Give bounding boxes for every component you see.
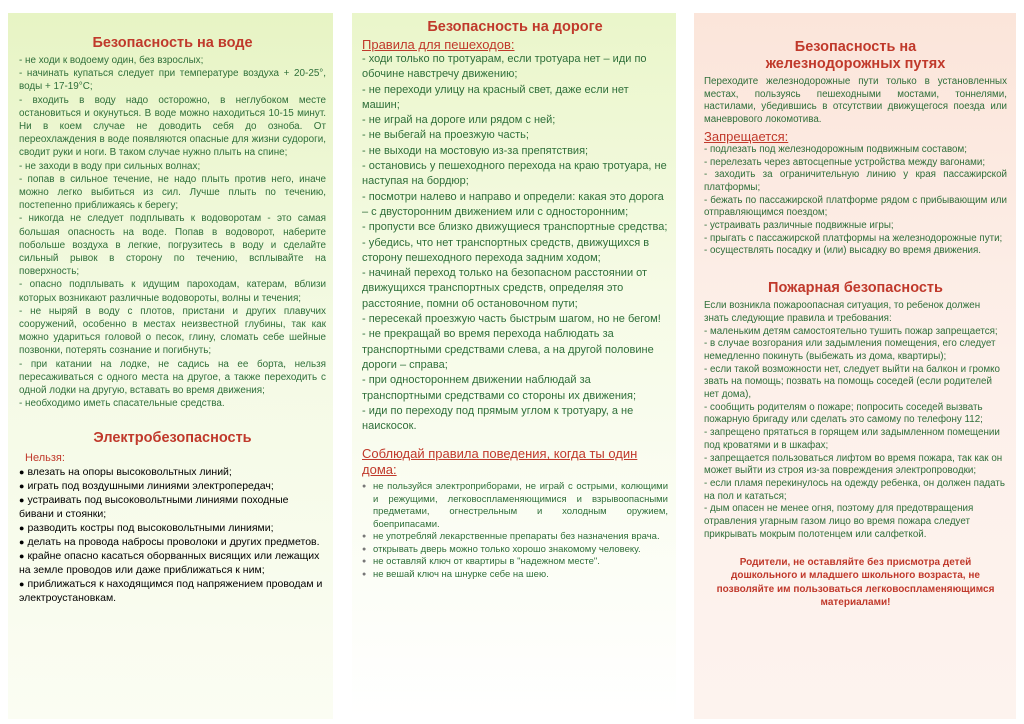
list-item: - не ходи к водоему один, без взрослых; [19,55,204,66]
bullet-icon: ● [19,537,25,548]
rail-forbidden-label: Запрещается: [704,128,789,144]
electro-forbidden-label: Нельзя: [25,452,65,465]
list-item: - пропусти все близко движущиеся транспортные средства; [362,221,668,234]
list-item: - бежать по пассажирской платформе рядом с прибывающим или отправляющимся поездом; [704,194,1007,219]
list-item: - при катании на лодке, не садись на ее борта, нельзя пересаживаться с одного места на другое, а также переходить с одной лодки на другую, вставать во время движения; [19,358,326,397]
road-rules [362,52,668,434]
list-item: - не выбегай на проезжую часть; [362,129,529,142]
list-item: - прыгать с пассажирской платформы на железнодорожные пути; [704,232,1003,244]
bullet-icon: ● [19,579,25,590]
list-item: - опасно подплывать к идущим пароходам, катерам, вблизи которых возникают различные водовороты, волны и течения; [19,279,326,304]
list-item: ● делать на провода набросы проволоки и других предметов. [19,536,320,549]
list-item: - остановись у пешеходного перехода на краю тротуара, не наступая на бордюр; [362,160,667,188]
road-title: Безопасность на дороге [427,19,603,35]
list-item: - не прекращай во время перехода наблюдать за транспортными средствами слева, а на другой половине дороги – справа; [362,328,654,371]
list-item: - начинать купаться следует при температуре воздуха + 20-25°, воды + 17-19°С; [19,68,326,93]
rail-rules [704,144,1007,258]
list-item: - подлезать под железнодорожным подвижным составом; [704,143,967,155]
list-item: ● не оставляй ключ от квартиры в "надежном месте". [362,556,668,569]
list-item: - никогда не следует подплывать к водоворотам - это самая большая опасность на воде. Попав в водоворот, наберите побольше воздуха в легкие, погрузитесь в воду и сделайте сильный рывок в сторону по течению, всплывайте на поверхность; [19,213,326,278]
list-item: - заходить за ограничительную линию у края пассажирской платформы; [704,169,1007,193]
bullet-icon: ● [19,495,25,506]
list-item: - ходи только по тротуарам, если тротуара нет – иди по обочине навстречу движению; [362,53,647,81]
electro-title: Электробезопасность [93,430,252,447]
list-item: ● не употребляй лекарственные препараты без назначения врача. [362,531,668,544]
bullet-icon: ● [19,467,25,478]
electro-rules [19,451,326,605]
parents-warning: Родители, не оставляйте без присмотра детей дошкольного и младшего школьного возраста, не позволяйте им пользоваться легковоспламеняющимся материалами! [716,556,995,608]
road-panel [352,13,676,719]
list-item: ● приближаться к находящимся под напряжением проводам и электроустановкам. [19,578,323,605]
list-item: ● разводить костры под высоковольтными линиями; [19,522,274,535]
list-item: ● не пользуйся электроприборами, не играй с острыми, колющими и режущими, легковоспламеняющимися и взрывоопасными предметами, огнестрельным и холодным оружием, боеприпасами. [362,481,668,531]
list-item: - начинай переход только на безопасном расстоянии от движущихся транспортных средств, определяя это расстояние, помни об остановочном пути; [362,267,648,310]
list-item: - посмотри налево и направо и определи: какая это дорога – с двусторонним движением или с односторонним; [362,190,664,218]
bullet-icon: ● [19,551,25,562]
water-rules [19,54,326,410]
list-item: - при одностороннем движении наблюдай за транспортными средствами со стороны их движения; [362,374,637,402]
list-item: ● устраивать под высоковольтными линиями походные бивани и стоянки; [19,494,289,521]
list-item: - пересекай проезжую часть быстрым шагом, но не бегом! [362,313,661,326]
list-item: - осуществлять посадку и (или) высадку во время движения. [704,245,982,257]
list-item: - маленьким детям самостоятельно тушить пожар запрещается; [704,325,998,337]
bullet-icon: ● [19,481,25,492]
list-item: - если пламя перекинулось на одежду ребенка, он должен падать на пол и кататься; [704,477,1005,502]
list-item: ● открывать дверь можно только хорошо знакомому человеку. [362,544,668,557]
water-title: Безопасность на воде [92,35,253,51]
list-item: - устраивать различные подвижные игры; [704,220,894,232]
list-item: ● играть под воздушными линиями электропередач; [19,480,274,493]
list-item: - в случае возгорания или задымления помещения, его следует немедленно покинуть (выбежать из дома, квартиры); [704,338,996,362]
list-item: - необходимо иметь спасательные средства. [19,398,225,410]
list-item: ● не вешай ключ на шнурке себе на шею. [362,569,668,582]
list-item: - запрещено прятаться в горящем или задымленном помещении под кроватями и в шкафах; [704,427,1000,451]
home-rules [362,481,668,581]
list-item: - входить в воду надо осторожно, в неглубоком месте остановиться и окунуться. В воде можно находиться 10-15 минут. Ни в коем случае не доводить себя до озноба. От переохлаждения в воде появляются опасные для жизни судороги, сводит руки и ноги. В таком случае нужно плыть на спине; [19,94,326,159]
list-item: - дым опасен не менее огня, поэтому для предотвращения отравления угарным газом лицо во время пожара следует прикрывать мокрым полотенцем или салфеткой. [704,503,974,540]
list-item: - если такой возможности нет, следует выйти на балкон и громко звать на помощь; позвать на помощь соседей (если родителей нет дома), [704,363,1000,401]
list-item: - попав в сильное течение, не надо плыть против него, иначе можно легко выбиться из сил. Лучше плыть по течению, постепенно приближаясь к берегу; [19,173,326,212]
road-subtitle: Правила для пешеходов: [362,37,515,52]
list-item: - не выходи на мостовую из-за препятствия; [362,144,589,157]
rail-title: Безопасность на железнодорожных путях [765,39,946,72]
list-item: - запрещается пользоваться лифтом во время пожара, так как он может выйти из строя из-за повреждения электропроводки; [704,452,1003,477]
rail-fire-panel [694,13,1016,719]
list-item: - иди по переходу под прямым углом к тротуару, а не наискосок. [362,404,634,433]
list-item: - сообщить родителям о пожаре; попросить соседей вызвать пожарную бригаду или сделать это самому по телефону 112; [704,401,983,426]
list-item: - не заходи в воду при сильных волнах; [19,160,201,172]
list-item: - не играй на дороге или рядом с ней; [362,114,556,127]
rail-intro: Переходите железнодорожные пути только в установленных местах, пользуясь пешеходными мостами, тоннелями, настилами, убедившись в отсутствии движущегося поезда или маневрового локомотива. [704,76,1007,126]
list-item: - не переходи улицу на красный свет, даже если нет машин; [362,83,629,111]
list-item: - перелезать через автосцепные устройства между вагонами; [704,156,986,168]
list-item: ● крайне опасно касаться оборванных висящих или лежащих на земле проводов или даже приближаться к ним; [19,550,320,577]
list-item: ● влезать на опоры высоковольтных линий; [19,466,232,479]
list-item: - не ныряй в воду с плотов, пристани и других плавучих сооружений, особенно в местах неизвестной глубины, так как можно удариться головой о песок, глину, сломать себе шейные позвонки, потерять сознание и погибнуть; [19,305,326,357]
water-panel [8,13,333,719]
bullet-icon: ● [19,523,25,534]
list-item: - убедись, что нет транспортных средств, движущихся в сторону пешеходного перехода задним ходом; [362,236,650,264]
fire-intro: Если возникла пожароопасная ситуация, то ребенок должен знать следующие правила и требования: [704,300,981,324]
fire-rules [704,326,1007,542]
fire-title: Пожарная безопасность [768,280,943,297]
home-title: Соблюдай правила поведения, когда ты один дома: [362,446,638,478]
